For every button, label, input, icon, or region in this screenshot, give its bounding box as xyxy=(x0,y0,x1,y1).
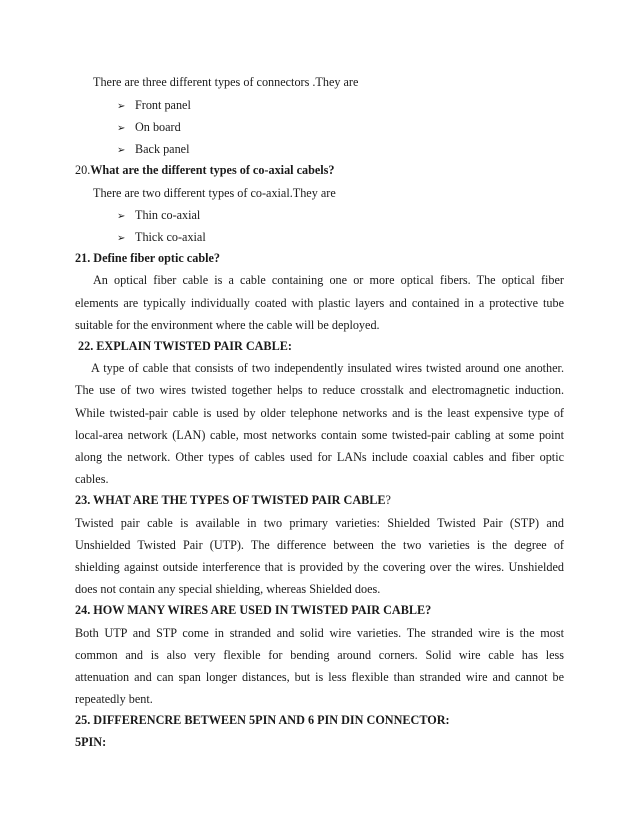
paragraph-line: attenuation and can span longer distances, but is less flexible than stranded wire and cannot be xyxy=(75,670,564,684)
list-item: ➢ Back panel xyxy=(117,142,190,156)
q21-heading: 21. Define fiber optic cable? xyxy=(75,251,220,265)
paragraph-line: repeatedly bent. xyxy=(75,692,153,706)
q24-heading: 24. HOW MANY WIRES ARE USED IN TWISTED PAIR CABLE? xyxy=(75,603,432,617)
arrow-bullet-icon: ➢ xyxy=(117,211,126,222)
q20-heading: 20.What are the different types of co-axial cabels? xyxy=(75,163,335,177)
q23-heading: 23. WHAT ARE THE TYPES OF TWISTED PAIR CABLE? xyxy=(75,493,391,507)
paragraph-line: cables. xyxy=(75,472,109,486)
paragraph-line: local-area network (LAN) cable, most networks contain some twisted-pair cabling at some point xyxy=(75,428,564,442)
arrow-bullet-icon: ➢ xyxy=(117,123,126,134)
paragraph-line: Twisted pair cable is available in two primary varieties: Shielded Twisted Pair (STP) and xyxy=(75,516,564,530)
paragraph-line: does not contain any special shielding, whereas Shielded does. xyxy=(75,582,381,596)
list-item: ➢ Thin co-axial xyxy=(117,208,201,222)
paragraph-line: While twisted-pair cable is used by older telephone networks and is the least expensive type of xyxy=(75,406,564,420)
paragraph-line: The use of two wires twisted together helps to reduce crosstalk and electromagnetic induction. xyxy=(75,383,564,397)
q25-subheading: 5PIN: xyxy=(75,735,107,749)
q20-intro: There are two different types of co-axial.They are xyxy=(93,186,336,200)
paragraph-line: suitable for the environment where the cable will be deployed. xyxy=(75,318,380,332)
q22-heading: 22. EXPLAIN TWISTED PAIR CABLE: xyxy=(78,339,292,353)
connectors-intro: There are three different types of connectors .They are xyxy=(93,75,359,89)
arrow-bullet-icon: ➢ xyxy=(117,233,126,244)
arrow-bullet-icon: ➢ xyxy=(117,101,126,112)
paragraph-line: along the network. Other types of cables used for LANs include coaxial cables and fiber optic xyxy=(75,450,564,464)
list-item: ➢ Thick co-axial xyxy=(117,230,206,244)
arrow-bullet-icon: ➢ xyxy=(117,145,126,156)
paragraph-line: Both UTP and STP come in stranded and solid wire varieties. The stranded wire is the most xyxy=(75,626,564,640)
paragraph-line: elements are typically individually coated with plastic layers and contained in a protective tube xyxy=(75,296,564,310)
list-item: ➢ On board xyxy=(117,120,181,134)
paragraph-line: common and is also very flexible for bending around corners. Solid wire cable has less xyxy=(75,648,564,662)
paragraph-line: Unshielded Twisted Pair (UTP). The difference between the two varieties is the degree of xyxy=(75,538,564,552)
paragraph-line: shielding against outside interference that is provided by the covering over the wires. Unshielded xyxy=(75,560,564,574)
q25-heading: 25. DIFFERENCRE BETWEEN 5PIN AND 6 PIN DIN CONNECTOR: xyxy=(75,713,450,727)
list-item: ➢ Front panel xyxy=(117,98,191,112)
paragraph-line: An optical fiber cable is a cable containing one or more optical fibers. The optical fiber xyxy=(93,273,564,287)
paragraph-line: A type of cable that consists of two independently insulated wires twisted around one another. xyxy=(91,361,564,375)
